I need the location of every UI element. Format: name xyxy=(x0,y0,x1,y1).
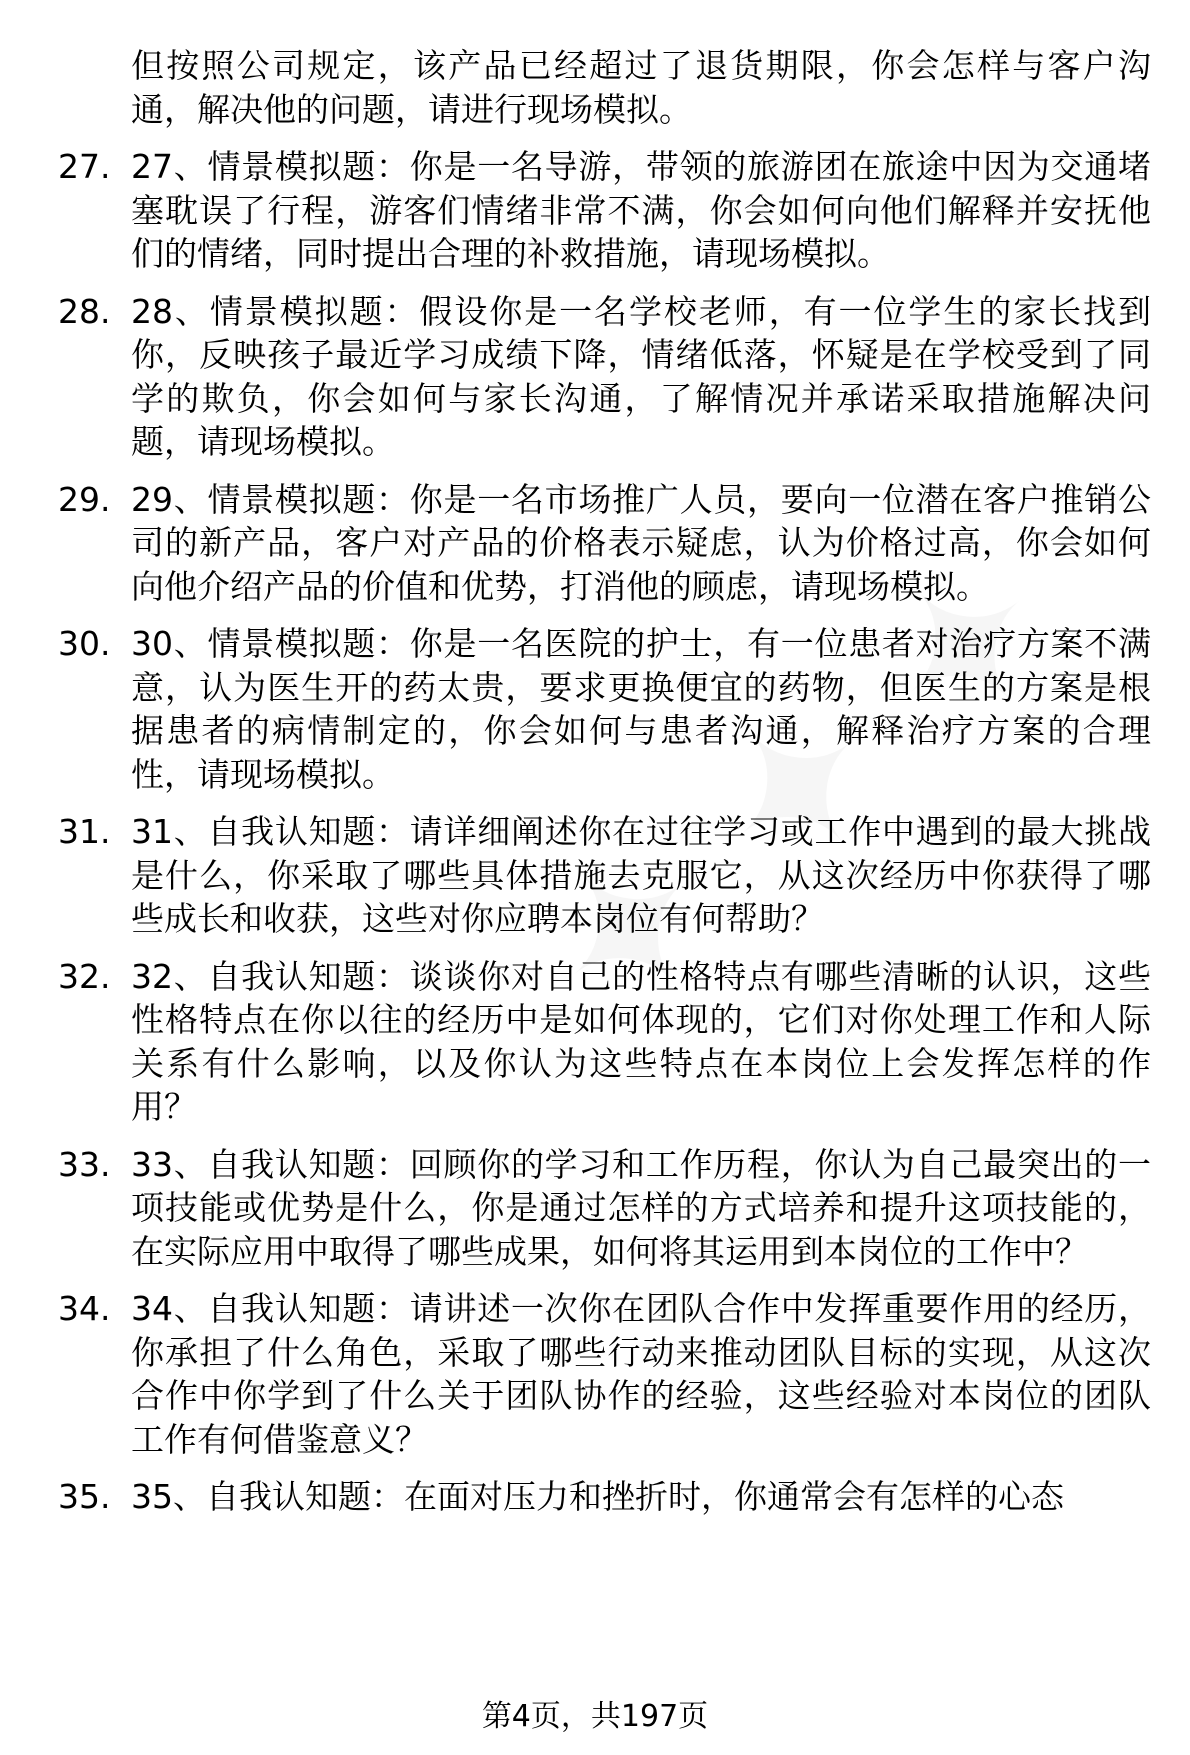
list-item xyxy=(0,622,1190,796)
item-text: 29、情景模拟题：你是一名市场推广人员，要向一位潜在客户推销公司的新产品，客户对产品的价格表示疑虑，认为价格过高，你会如何向他介绍产品的价值和优势，打消他的顾虑，请现场模拟。 xyxy=(131,479,1151,606)
item-text: 35、自我认知题：在面对压力和挫折时，你通常会有怎样的心态 xyxy=(131,1477,1064,1516)
item-number: 33. xyxy=(58,1144,111,1184)
item-text: 27、情景模拟题：你是一名导游，带领的旅游团在旅途中因为交通堵塞耽误了行程，游客们情绪非常不满，你会如何向他们解释并安抚他们的情绪，同时提出合理的补救措施，请现场模拟。 xyxy=(131,147,1151,273)
item-text: 32、自我认知题：谈谈你对自己的性格特点有哪些清晰的认识，这些性格特点在你以往的经历中是如何体现的，它们对你处理工作和人际关系有什么影响，以及你认为这些特点在本岗位上会发挥怎样的作用？ xyxy=(131,956,1151,1126)
item-text: 28、情景模拟题：假设你是一名学校老师，有一位学生的家长找到你，反映孩子最近学习成绩下降，情绪低落，怀疑是在学校受到了同学的欺负，你会如何与家长沟通，了解情况并承诺采取措施解决问题，请现场模拟。 xyxy=(131,291,1151,461)
item-text: 34、自我认知题：请讲述一次你在团队合作中发挥重要作用的经历，你承担了什么角色，采取了哪些行动来推动团队目标的实现，从这次合作中你学到了什么关于团队协作的经验，这些经验对本岗位的团队工作有何借鉴意义？ xyxy=(131,1289,1151,1459)
list-item xyxy=(0,478,1190,609)
item-number: 35. xyxy=(58,1477,111,1516)
item-number: 29. xyxy=(58,479,111,519)
list-item xyxy=(0,1475,1190,1519)
list-item xyxy=(0,810,1190,941)
list-item xyxy=(0,44,1190,131)
list-item xyxy=(0,145,1190,276)
item-number: 34. xyxy=(58,1289,111,1328)
list-item xyxy=(0,290,1190,464)
document-body xyxy=(0,44,1190,1533)
item-text: 但按照公司规定，该产品已经超过了退货期限，你会怎样与客户沟通，解决他的问题，请进行现场模拟。 xyxy=(131,46,1151,129)
item-text: 31、自我认知题：请详细阐述你在过往学习或工作中遇到的最大挑战是什么，你采取了哪些具体措施去克服它，从这次经历中你获得了哪些成长和收获，这些对你应聘本岗位有何帮助？ xyxy=(131,812,1151,938)
item-number: 28. xyxy=(58,291,111,331)
item-text: 30、情景模拟题：你是一名医院的护士，有一位患者对治疗方案不满意，认为医生开的药太贵，要求更换便宜的药物，但医生的方案是根据患者的病情制定的，你会如何与患者沟通，解释治疗方案的合理性，请现场模拟。 xyxy=(131,624,1151,794)
page-footer: 第4页，共197页 xyxy=(481,1699,709,1734)
list-item xyxy=(0,1287,1190,1461)
list-item xyxy=(0,1143,1190,1274)
item-number: 27. xyxy=(58,147,111,186)
item-number: 32. xyxy=(58,956,111,996)
list-item xyxy=(0,955,1190,1129)
item-text: 33、自我认知题：回顾你的学习和工作历程，你认为自己最突出的一项技能或优势是什么，你是通过怎样的方式培养和提升这项技能的，在实际应用中取得了哪些成果，如何将其运用到本岗位的工作中？ xyxy=(131,1144,1151,1271)
item-number: 30. xyxy=(58,624,111,663)
item-number: 31. xyxy=(58,812,111,851)
